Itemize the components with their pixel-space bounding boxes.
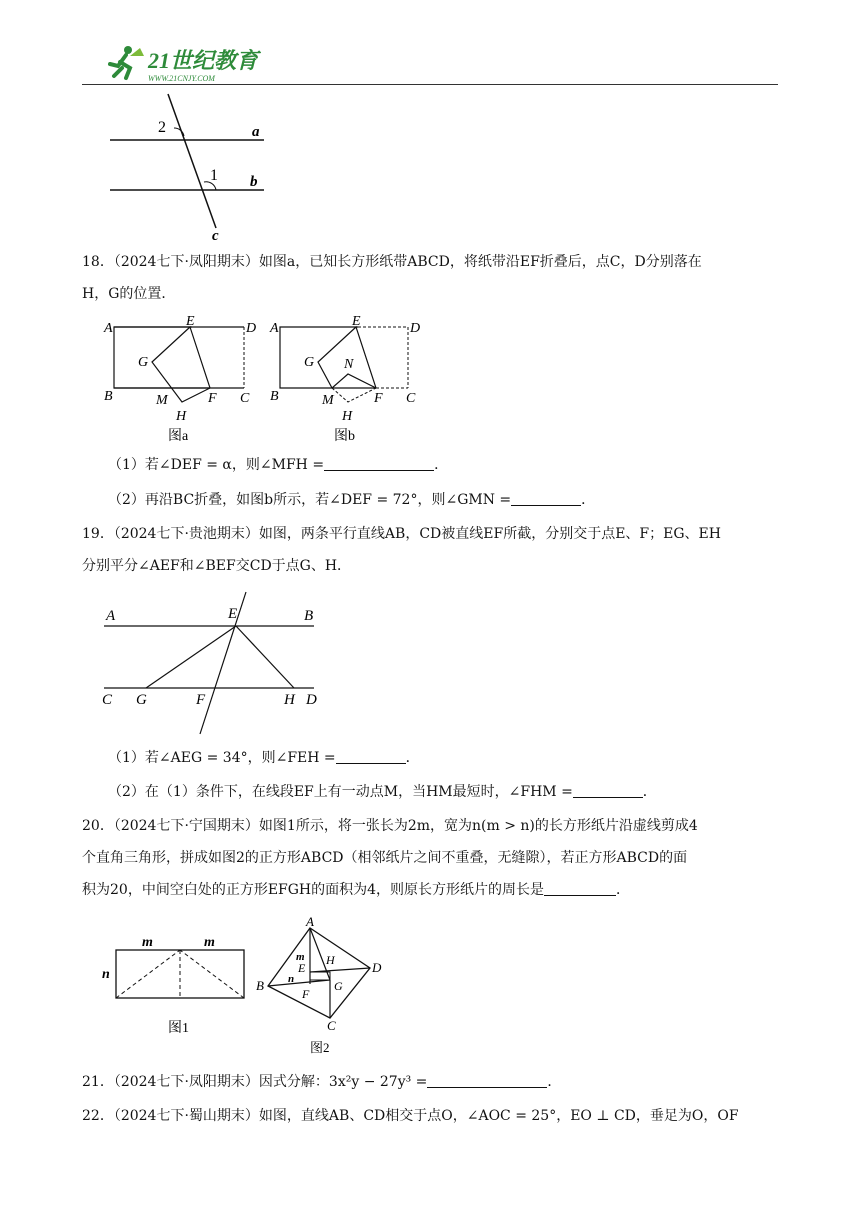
logo-text: 21世纪教育 <box>148 48 259 73</box>
q20-fig2-caption: 图2 <box>310 1040 330 1055</box>
q18b-label-E: E <box>352 316 361 329</box>
q18b-label-C: C <box>406 391 416 406</box>
figure-q18a <box>103 316 256 444</box>
q20-fig1-label-m2: m <box>204 935 215 950</box>
label-angle2: 2 <box>158 119 166 136</box>
q19-label-H: H <box>284 692 295 708</box>
label-c: c <box>212 228 219 242</box>
q18a-label-C: C <box>240 391 250 406</box>
q20-fig2-label-E: E <box>298 961 306 975</box>
q20-stem-1: 如图1所示，将一张长为2m，宽为n(m > n)的长方形纸片沿虚线剪成4 <box>258 818 698 834</box>
q21-end: ． <box>547 1074 562 1090</box>
figure-q18b <box>269 316 420 444</box>
q19-part1-blank[interactable] <box>336 749 406 764</box>
q20-fig2-label-A: A <box>306 916 314 929</box>
q19-number: 19． <box>82 526 114 542</box>
logo-url: WWW.21CNJY.COM <box>148 74 215 83</box>
label-b: b <box>250 174 258 190</box>
q20-line1 <box>82 810 782 842</box>
q18-part1 <box>108 455 448 475</box>
q18b-caption: 图b <box>334 429 355 444</box>
q19-part2-text: （2）在（1）条件下，在线段EF上有一动点M，当HM最短时，∠FHM = <box>108 784 573 800</box>
q18a-label-E: E <box>186 316 195 329</box>
q21-stem: 因式分解：3x²y − 27y³ = <box>258 1074 428 1090</box>
q20-stem-3: 积为20，中间空白处的正方形EFGH的面积为4，则原长方形纸片的周长是 <box>82 882 545 898</box>
segment-EH <box>236 626 294 688</box>
q18b-label-N: N <box>344 357 354 372</box>
question-22 <box>82 1100 782 1132</box>
q18-stem-1: 如图a，已知长方形纸带ABCD，将纸带沿EF折叠后，点C，D分别落在 <box>258 254 702 270</box>
figure-q20 <box>100 916 400 1060</box>
q18-part2-text: （2）再沿BC折叠，如图b所示，若∠DEF = 72°，则∠GMN = <box>108 492 512 508</box>
q20-fig2-label-m: m <box>296 951 305 963</box>
runner-icon <box>110 46 144 78</box>
q20-line3 <box>82 874 782 906</box>
q18-part1-blank[interactable] <box>324 456 434 471</box>
q18-part2-blank[interactable] <box>511 491 581 506</box>
q20-fig1-label-n: n <box>102 967 110 982</box>
q18-part1-text: （1）若∠DEF = α，则∠MFH = <box>108 457 325 473</box>
figure-q19 <box>100 590 330 736</box>
q19-line2: 分别平分∠AEF和∠BEF交CD于点G、H． <box>82 558 352 574</box>
q20-line2: 个直角三角形，拼成如图2的正方形ABCD（相邻纸片之间不重叠，无缝隙），若正方形ABCD的面 <box>82 850 688 866</box>
q20-fig2-label-C: C <box>327 1018 336 1033</box>
label-a: a <box>252 124 260 140</box>
q18b-label-H: H <box>342 409 353 424</box>
header-rule <box>82 84 778 85</box>
q19-label-F: F <box>196 692 206 708</box>
q20-fig2-label-n: n <box>288 973 295 985</box>
q18b-label-F: F <box>374 391 383 406</box>
q21-source: （2024七下·凤阳期末） <box>113 1074 259 1090</box>
q19-part1 <box>108 748 420 768</box>
q21-blank[interactable] <box>427 1073 547 1088</box>
q20-fig2-label-H: H <box>326 953 335 967</box>
q18b-label-D: D <box>410 321 421 336</box>
q18a-label-D: D <box>246 321 257 336</box>
q19-label-E: E <box>228 606 238 622</box>
q20-end: ． <box>616 882 631 898</box>
q19-part2 <box>108 782 657 802</box>
q19-part2-end: ． <box>642 784 657 800</box>
q19-label-A: A <box>106 608 116 624</box>
q19-label-G: G <box>136 692 147 708</box>
q18a-label-A: A <box>104 321 113 336</box>
q19-label-B: B <box>304 608 314 624</box>
q20-fig2-label-B: B <box>256 978 264 993</box>
q18-part2-end: ． <box>581 492 596 508</box>
q19-stem-1: 如图，两条平行直线AB，CD被直线EF所截，分别交于点E、F；EG、EH <box>258 526 721 542</box>
q21-line1 <box>82 1066 782 1098</box>
q18b-label-M: M <box>322 393 334 408</box>
q19-label-D: D <box>306 692 317 708</box>
q22-line1 <box>82 1100 782 1132</box>
q19-part1-text: （1）若∠AEG = 34°，则∠FEH = <box>108 750 336 766</box>
q22-number: 22． <box>82 1108 114 1124</box>
q18a-label-G: G <box>138 355 149 370</box>
q19-line1 <box>82 518 782 550</box>
q18-line1 <box>82 246 782 278</box>
q18a-label-H: H <box>176 409 187 424</box>
question-18 <box>82 246 782 310</box>
label-angle1: 1 <box>210 167 218 184</box>
q18b-label-A: A <box>270 321 279 336</box>
q19-part2-blank[interactable] <box>573 783 643 798</box>
q20-fig2-label-G: G <box>334 979 343 993</box>
q18-line2: H，G的位置． <box>82 286 176 302</box>
q18b-label-G: G <box>304 355 315 370</box>
question-21 <box>82 1066 782 1098</box>
q19-label-C: C <box>102 692 113 708</box>
question-19 <box>82 518 782 582</box>
q18-number: 18． <box>82 254 114 270</box>
q20-fig2-label-D: D <box>372 960 382 975</box>
q22-stem-1: 如图，直线AB、CD相交于点O，∠AOC = 25°，EO ⊥ CD，垂足为O，OF <box>258 1108 739 1124</box>
q18a-label-B: B <box>104 389 113 404</box>
q20-fig1-label-m1: m <box>142 935 153 950</box>
q19-part1-end: ． <box>405 750 420 766</box>
figure-q20-2 <box>256 916 382 1055</box>
q20-fig1-caption: 图1 <box>168 1021 189 1036</box>
q18-part2 <box>108 490 595 510</box>
segment-EG <box>146 626 236 688</box>
line-EF <box>200 592 246 734</box>
line-c <box>168 94 216 228</box>
q18a-caption: 图a <box>168 429 189 444</box>
q18a-label-F: F <box>208 391 217 406</box>
figure-q20-1 <box>102 935 244 1036</box>
q21-number: 21． <box>82 1074 114 1090</box>
q22-source: （2024七下·蜀山期末） <box>113 1108 259 1124</box>
q19-source: （2024七下·贵池期末） <box>113 526 259 542</box>
q18-source: （2024七下·凤阳期末） <box>113 254 259 270</box>
q20-source: （2024七下·宁国期末） <box>113 818 259 834</box>
question-20 <box>82 810 782 906</box>
q18b-label-B: B <box>270 389 279 404</box>
figure-q18 <box>102 316 432 444</box>
q20-number: 20． <box>82 818 114 834</box>
q20-blank[interactable] <box>544 881 616 896</box>
q18-part1-end: ． <box>434 457 449 473</box>
figure-parallel-lines <box>108 92 268 242</box>
q18a-label-M: M <box>156 393 168 408</box>
q20-fig2-label-F: F <box>302 987 310 1001</box>
site-logo <box>104 42 274 86</box>
